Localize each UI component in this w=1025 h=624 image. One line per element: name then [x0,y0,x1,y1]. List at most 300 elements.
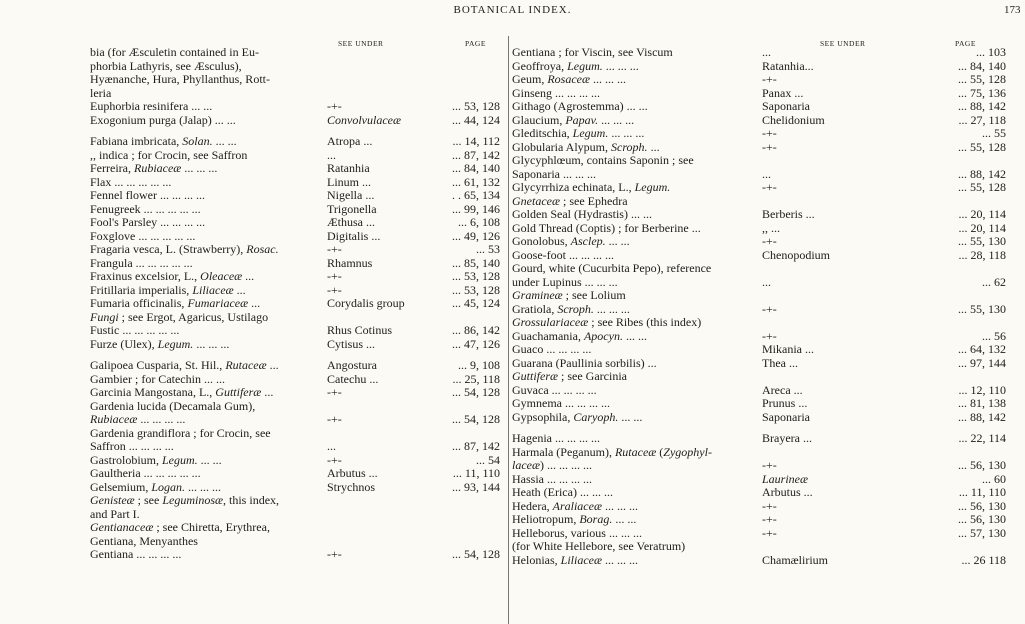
entry-page-refs: ... 88, 142 [958,409,1006,424]
entry-page-refs: ... 62 [982,274,1006,289]
entry-term: Ferreira, Rubiaceæ ... ... ... [90,161,218,175]
italic-term: Legum. [634,180,671,194]
index-entry [512,127,1006,141]
entry-page-refs: ... 49, 126 [452,228,500,243]
entry-term: Gramineæ ; see Lolium [512,288,626,302]
entry-page-refs: ... 57, 130 [958,525,1006,540]
index-entry [512,316,1006,330]
index-entry [90,162,500,176]
entry-page-refs: ... 20, 114 [958,207,1006,221]
entry-see-under: Chamælirium [762,552,828,567]
entry-term: phorbia Lathyris, see Æsculus), [90,58,242,73]
entry-term: Gourd, white (Cucurbita Pepo), reference [512,261,712,275]
column-header-see-under-left: SEE UNDER [338,39,384,48]
entry-see-under: -+- [327,385,342,399]
index-entry [90,359,500,373]
entry-page-refs: ... 53, 128 [452,99,500,113]
index-entry [90,230,500,244]
italic-term: Rubiaceæ [133,161,182,175]
italic-term: Rubiaceæ [90,412,138,426]
right-index-column [512,46,1006,567]
index-entry [90,338,500,352]
entry-page-refs: ... 45, 124 [452,296,500,310]
entry-see-under: ... [762,45,771,59]
index-entry [512,500,1006,514]
index-entry [90,494,500,508]
index-entry [90,189,500,203]
entry-term: Helleborus, various ... ... ... [512,525,642,540]
entry-term: Gentiana ; for Viscin, see Viscum [512,45,673,59]
entry-term: Fabiana imbricata, Solan. ... ... [90,134,237,148]
index-entry [512,100,1006,114]
entry-see-under: Panax ... [762,85,804,100]
entry-term: Harmala (Peganum), Rutaceæ (Zygophyl- [512,444,712,459]
entry-see-under: Digitalis ... [327,228,381,243]
index-entry [90,400,500,414]
index-entry [90,243,500,257]
index-entry [90,60,500,74]
entry-see-under: Trigonella [327,201,377,216]
entry-see-under: Strychnos [327,479,375,494]
index-entry [512,249,1006,263]
entry-page-refs: ... 81, 138 [958,396,1006,410]
entry-page-refs: ... 54, 128 [452,547,500,561]
entry-see-under: -+- [327,242,342,256]
entry-term: Fritillaria imperialis, Liliaceæ ... [90,282,246,297]
entry-page-refs: ... 20, 114 [958,220,1006,235]
entry-term: Goose-foot ... ... ... ... [512,247,614,262]
entry-page-refs: ... 84, 140 [958,58,1006,73]
entry-page-refs: ... 12, 110 [958,382,1006,397]
entry-page-refs: ... 56, 130 [958,512,1006,526]
entry-page-refs: ... 11, 110 [452,466,500,480]
entry-page-refs: ... 44, 124 [452,112,500,127]
index-entry [90,270,500,284]
entry-page-refs: ... 55 [982,126,1006,140]
entry-see-under: Rhus Cotinus [327,323,393,337]
entry-see-under: ... [762,166,771,181]
entry-term: Helonias, Liliaceæ ... ... ... [512,552,638,567]
entry-term: Fenugreek ... ... ... ... ... [90,201,201,216]
entry-see-under: -+- [762,180,777,194]
entry-see-under: Convolvulaceæ [327,112,401,127]
index-entry [90,297,500,311]
entry-term: Fungi ; see Ergot, Agaricus, Ustilago [90,309,269,324]
index-entry [512,459,1006,473]
entry-see-under: -+- [762,525,777,540]
entry-see-under: -+- [762,72,777,86]
entry-page-refs: ... 54 [476,452,500,467]
index-entry [512,222,1006,236]
index-entry [90,413,500,427]
entry-page-refs: ... 55, 128 [958,180,1006,194]
entry-page-refs: ... 99, 146 [452,201,500,216]
entry-see-under: Catechu ... [327,371,379,386]
index-entry [90,440,500,454]
index-entry [90,548,500,562]
entry-page-refs: ... 97, 144 [958,355,1006,370]
entry-term: laceæ) ... ... ... ... [512,458,592,472]
italic-term: Oleaceæ [200,269,243,283]
italic-term: Fumariaceæ [187,296,249,310]
entry-see-under: -+- [762,512,777,526]
index-entry [90,73,500,87]
entry-page-refs: ... 53, 128 [452,282,500,297]
left-index-column [90,46,500,562]
entry-page-refs: . . 65, 134 [452,188,500,202]
entry-term: Gentiana, Menyanthes [90,533,198,548]
index-entry [512,343,1006,357]
italic-term: Gramineæ [512,288,563,302]
index-entry [90,114,500,128]
index-entry [90,100,500,114]
entry-term: Gleditschia, Legum. ... ... ... [512,126,645,140]
entry-page-refs: ... 93, 144 [452,479,500,494]
index-entry [512,87,1006,101]
entry-term: Fustic ... ... ... ... ... [90,323,180,337]
index-entry [512,486,1006,500]
index-entry [512,73,1006,87]
index-entry [512,540,1006,554]
entry-see-under: Rhamnus [327,255,373,270]
italic-term: Rosaceæ [547,72,590,86]
index-entry [512,513,1006,527]
entry-see-under: -+- [762,301,777,316]
index-entry [90,203,500,217]
entry-term: Heliotropum, Borag. ... ... [512,512,637,526]
entry-see-under: Chelidonium [762,112,825,127]
index-entry [512,370,1006,384]
index-entry [90,454,500,468]
index-entry [90,216,500,230]
entry-see-under: ,, ... [762,220,780,235]
index-entry [512,330,1006,344]
entry-term: Hassia ... ... ... ... [512,471,592,486]
index-entry [512,208,1006,222]
italic-term: Logan. [151,479,186,494]
index-entry [90,46,500,60]
entry-term: Golden Seal (Hydrastis) ... ... [512,207,652,221]
entry-term: Hyænanche, Hura, Phyllanthus, Rott- [90,72,270,86]
column-header-page-right: PAGE [955,39,976,48]
entry-page-refs: ... 61, 132 [452,174,500,189]
italic-term: Legum. [567,58,603,73]
index-entry [90,481,500,495]
italic-term: Grossulariaceæ [512,315,589,329]
italic-term: Scroph. [611,139,648,154]
entry-term: Glaucium, Papav. ... ... ... [512,112,635,127]
italic-term: Fungi [90,309,119,324]
index-entry [512,195,1006,209]
italic-term: Borag. [579,512,613,526]
entry-term: Fennel flower ... ... ... ... [90,188,205,202]
entry-term: Gymnema ... ... ... ... [512,396,610,410]
italic-term: Legum. [157,336,194,351]
italic-term: Apocyn. [583,328,623,343]
index-entry [90,284,500,298]
entry-page-refs: ... 25, 118 [452,371,500,386]
italic-term: Legum. [572,126,609,140]
entry-term: Frangula ... ... ... ... ... [90,255,193,270]
entry-term: Guvaca ... ... ... ... [512,382,597,397]
entry-see-under: Arbutus ... [762,485,813,499]
index-entry [512,168,1006,182]
italic-term: Araliaceæ [552,498,602,513]
entry-see-under: Saponaria [762,99,810,113]
entry-term: Gentianaceæ ; see Chiretta, Erythrea, [90,520,270,534]
running-header-title: BOTANICAL INDEX. [453,4,572,16]
entry-page-refs: ... 14, 112 [452,134,500,148]
italic-term: Asclep. [570,234,606,248]
entry-term: Guarana (Paullinia sorbilis) ... [512,355,657,370]
index-entry [512,411,1006,425]
entry-term: Furze (Ulex), Legum. ... ... ... [90,336,230,351]
entry-term: Euphorbia resinifera ... ... [90,99,213,113]
entry-term: Fragaria vesca, L. (Strawberry), Rosac. [90,242,279,256]
index-entry [90,373,500,387]
entry-page-refs: ... 53 [476,242,500,256]
index-entry [90,135,500,149]
entry-see-under: Berberis ... [762,207,815,221]
entry-term: Geum, Rosaceæ ... ... ... [512,72,626,86]
entry-see-under: Nigella ... [327,188,375,202]
italic-term: Rutaceæ [225,358,267,372]
entry-term: Guaco ... ... ... ... [512,342,592,356]
entry-term: Garcinia Mangostana, L., Guttiferæ ... [90,385,274,399]
entry-see-under: -+- [762,139,777,154]
entry-term: Gypsophila, Caryoph. ... ... [512,409,643,424]
index-entry [512,235,1006,249]
index-entry [512,289,1006,303]
index-entry [90,467,500,481]
entry-term: Guachamania, Apocyn. ... ... [512,328,647,343]
index-entry [90,508,500,522]
entry-see-under: Arbutus ... [327,466,378,480]
entry-term: Gambier ; for Catechin ... ... [90,371,225,386]
index-entry [90,149,500,163]
entry-see-under: Atropa ... [327,134,373,148]
entry-page-refs: ... 85, 140 [452,255,500,270]
italic-term: Guttiferæ [512,369,559,383]
index-entry [90,324,500,338]
index-entry [512,432,1006,446]
italic-term: laceæ [512,458,540,472]
column-divider [508,36,509,624]
entry-page-refs: ... 55, 130 [958,234,1006,248]
index-entry [512,114,1006,128]
italic-term: Guttiferæ [215,385,262,399]
column-header-page-left: PAGE [465,39,486,48]
entry-page-refs: ... 87, 142 [452,147,500,162]
entry-page-refs: ... 55, 128 [958,139,1006,154]
entry-page-refs: ... 88, 142 [958,166,1006,181]
entry-see-under: -+- [762,234,777,248]
entry-term: Glycyrrhiza echinata, L., Legum. [512,180,671,194]
entry-see-under: Ratanhia [327,161,370,175]
italic-term: Leguminosæ [162,493,224,507]
entry-term: Guttiferæ ; see Garcinia [512,369,627,383]
entry-see-under: -+- [327,99,342,113]
entry-see-under: Angostura [327,358,377,372]
entry-term: Gratiola, Scroph. ... ... ... [512,301,630,316]
entry-see-under: -+- [327,452,342,467]
entry-page-refs: ... 54, 128 [452,412,500,426]
entry-term: Foxglove ... ... ... ... ... [90,228,196,243]
entry-see-under: Prunus ... [762,396,808,410]
entry-term: Fumaria officinalis, Fumariaceæ ... [90,296,261,310]
entry-term: leria [90,85,112,100]
index-entry [512,384,1006,398]
entry-see-under: -+- [762,458,777,472]
italic-term: Legum. [162,452,198,467]
entry-see-under: -+- [762,498,777,513]
entry-page-refs: ... 56, 130 [958,458,1006,472]
italic-term: Solan. [182,134,213,148]
index-entry [512,154,1006,168]
index-entry [512,397,1006,411]
entry-term: (for White Hellebore, see Veratrum) [512,539,686,553]
index-entry [512,262,1006,276]
entry-term: Hagenia ... ... ... ... [512,431,600,445]
italic-term: Scroph. [557,301,594,316]
index-entry [512,181,1006,195]
entry-see-under: Linum ... [327,174,371,189]
entry-see-under: ... [327,147,336,162]
entry-page-refs: ... 22, 114 [958,431,1006,445]
entry-see-under: -+- [762,328,777,343]
index-entry [512,357,1006,371]
entry-term: Fool's Parsley ... ... ... ... [90,215,206,229]
entry-see-under: Chenopodium [762,247,830,262]
entry-page-refs: ... 56 [982,328,1006,343]
column-header-see-under-right: SEE UNDER [820,39,866,48]
entry-page-refs: ... 56, 130 [958,498,1006,513]
entry-term: Gardenia lucida (Decamala Gum), [90,398,256,413]
entry-see-under: Cytisus ... [327,336,376,351]
entry-see-under: -+- [327,412,342,426]
italic-term: Zygophyl- [663,444,712,459]
entry-page-refs: ... 6, 108 [458,215,500,229]
entry-see-under: Corydalis group [327,296,405,310]
entry-term: Gold Thread (Coptis) ; for Berberine ... [512,220,701,235]
index-entry [512,527,1006,541]
italic-term: Liliaceæ [192,282,234,297]
entry-term: Gonolobus, Asclep. ... ... [512,234,630,248]
entry-term: Geoffroya, Legum. ... ... ... [512,58,639,73]
entry-page-refs: ... 75, 136 [958,85,1006,100]
entry-term: Gardenia grandiflora ; for Crocin, see [90,425,271,440]
entry-term: Gnetaceæ ; see Ephedra [512,193,628,208]
entry-term: bia (for Æsculetin contained in Eu- [90,45,259,59]
italic-term: Gentianaceæ [90,520,154,534]
entry-see-under: Mikania ... [762,342,814,356]
entry-term: Exogonium purga (Jalap) ... ... [90,112,236,127]
entry-see-under: Thea ... [762,355,798,370]
index-entry [90,386,500,400]
index-entry [512,554,1006,568]
entry-see-under: -+- [327,269,342,283]
entry-page-refs: ... 55, 128 [958,72,1006,86]
entry-page-refs: ... 26 118 [961,552,1006,567]
entry-term: Flax ... ... ... ... ... [90,174,172,189]
index-entry [90,311,500,325]
entry-term: Genisteæ ; see Leguminosæ, this index, [90,493,280,507]
index-entry [512,473,1006,487]
entry-term: and Part I. [90,506,140,521]
entry-see-under: ... [327,439,336,453]
index-entry [512,60,1006,74]
entry-term: Ginseng ... ... ... ... [512,85,600,100]
entry-page-refs: ... 11, 110 [958,485,1006,499]
entry-see-under: Areca ... [762,382,803,397]
italic-term: Papav. [565,112,599,127]
index-entry [512,446,1006,460]
entry-term: Heath (Erica) ... ... ... [512,485,613,499]
italic-term: Caryoph. [573,409,619,424]
entry-see-under: Æthusa ... [327,215,375,229]
entry-see-under: Laurineæ [762,471,809,486]
entry-term: Gastrolobium, Legum. ... ... [90,452,222,467]
index-entry [90,257,500,271]
entry-term: Globularia Alypum, Scroph. ... [512,139,660,154]
index-entry [90,87,500,101]
entry-term: under Lupinus ... ... ... [512,274,618,289]
index-entry [90,535,500,549]
index-entry [90,427,500,441]
index-entry [512,276,1006,290]
entry-page-refs: ... 54, 128 [452,385,500,399]
entry-page-refs: ... 53, 128 [452,269,500,283]
entry-term: Gelsemium, Logan. ... ... ... [90,479,222,494]
index-entry [512,46,1006,60]
entry-term: Rubiaceæ ... ... ... ... [90,412,186,426]
entry-page-refs: ... 9, 108 [458,358,500,372]
italic-term: Genisteæ [90,493,135,507]
entry-see-under: Brayera ... [762,431,812,445]
entry-see-under: ... [762,274,771,289]
page-number: 173 [1004,4,1021,16]
entry-page-refs: ... 84, 140 [452,161,500,175]
entry-page-refs: ... 64, 132 [958,342,1006,356]
entry-see-under: Ratanhia... [762,58,814,73]
italic-term: Rosac. [246,242,279,256]
entry-page-refs: ... 28, 118 [958,247,1006,262]
entry-page-refs: ... 60 [982,471,1006,486]
index-entry [512,141,1006,155]
entry-page-refs: ... 88, 142 [958,99,1006,113]
entry-term: ,, indica ; for Crocin, see Saffron [90,147,248,162]
entry-term: Grossulariaceæ ; see Ribes (this index) [512,315,702,329]
entry-page-refs: ... 55, 130 [958,301,1006,316]
entry-term: Hedera, Araliaceæ ... ... ... [512,498,638,513]
entry-term: Gentiana ... ... ... ... [90,547,182,561]
entry-see-under: -+- [762,126,777,140]
entry-page-refs: ... 86, 142 [452,323,500,337]
index-entry [512,303,1006,317]
italic-term: Gnetaceæ [512,193,560,208]
entry-page-refs: ... 103 [976,45,1006,59]
index-entry [90,521,500,535]
italic-term: Liliaceæ [560,552,602,567]
entry-term: Saponaria ... ... ... [512,166,596,181]
entry-see-under: -+- [327,282,342,297]
entry-term: Glycyphlœum, contains Saponin ; see [512,153,694,167]
index-entry [90,176,500,190]
entry-see-under: -+- [327,547,342,561]
entry-see-under: Saponaria [762,409,810,424]
entry-term: Githago (Agrostemma) ... ... [512,99,648,113]
italic-term: Rutaceæ [614,444,657,459]
